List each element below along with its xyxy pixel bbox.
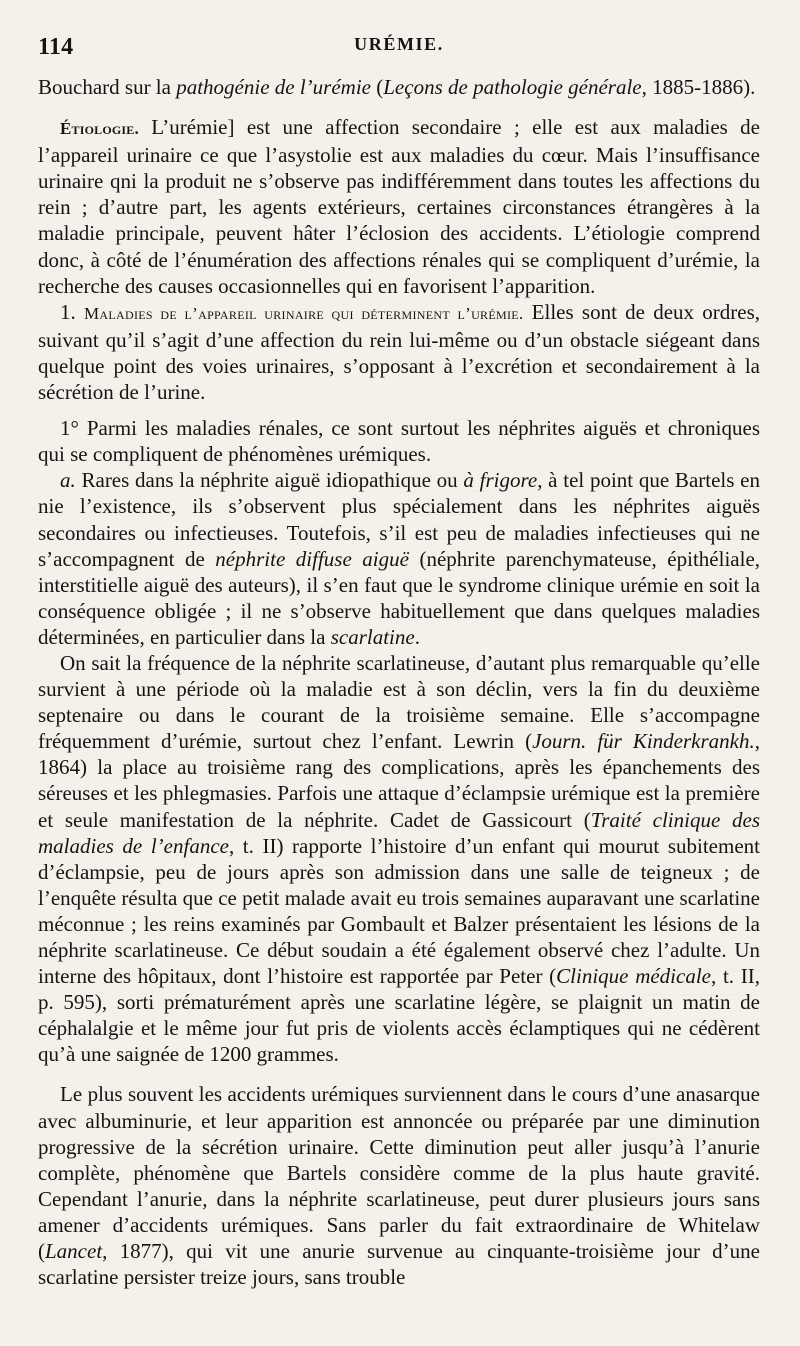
- final-text-1: Le plus souvent les accidents urémiques surviennent dans le cours d’une anasarque avec albuminurie, et leur apparition est annoncée ou préparée par une diminution progressive de la sécrétion urinaire. Cette diminution peut aller jusqu’à l’anurie complète, phénomène que Bartels considère comme de la plus haute gravité. Cependant l’anurie, dans la néphrite scarlatineuse, peut durer plusieurs jours sans amener d’accidents urémiques. Sans parler du fait extraordinaire de Whitelaw (: [38, 1082, 760, 1264]
- scarlatine-text-4: , t. II, p. 595), sorti prématurément après une scarlatine légère, se plaignit un matin de céphalalgie et le même jour fut pris de violents accès éclamptiques qui ne cédèrent qu’à une saignée de 1200 grammes.: [38, 964, 760, 1067]
- scarlatine-text-1: On sait la fréquence de la néphrite scarlatineuse, d’autant plus remarquable qu’elle survient à une période où la maladie est à son déclin, vers la fin du deuxième septenaire ou dans le courant de la troisième semaine. Elle s’accompagne fréquemment d’urémie, surtout chez l’enfant. Lewrin (: [38, 650, 760, 754]
- section-1-heading: Maladies de l’appareil urinaire qui déterminent l’urémie.: [84, 303, 524, 323]
- intro-suffix: , 1885-1886).: [641, 75, 756, 99]
- paragraph-a-italic-1: à frigore: [463, 468, 538, 493]
- paragraph-1-text: 1° Parmi les maladies rénales, ce sont surtout les néphrites aiguës et chroniques qui se compliquent de phénomènes urémiques.: [38, 416, 760, 467]
- running-head: URÉMIE.: [354, 34, 444, 54]
- section-1-text: Elles sont de deux ordres, suivant qu’il s’agit d’une affection du rein lui-même ou d’un obstacle siégeant dans quelque point des voies urinaires, s’opposant à l’excrétion et secondairement à la sécrétion de l’urine.: [38, 299, 761, 405]
- section-1-paragraph: [38, 299, 760, 405]
- paragraph-a-text-2: , à tel point que Bartels en nie l’existence, ils s’observent plus spécialement dans les néphrites aiguës secondaires ou infectieuses. Toutefois, s’il est peu de maladies infectieuses qui ne s’accompagnent de: [38, 468, 760, 571]
- final-italic-1: Lancet: [45, 1239, 103, 1264]
- page-content: [38, 74, 760, 1290]
- page-number: 114: [38, 34, 74, 60]
- paragraph-a-italic-2: néphrite diffuse aiguë: [215, 546, 409, 571]
- paragraph-a-text-3: (néphrite parenchymateuse, épithéliale, interstitielle aiguë des auteurs), il s’en faut que le syndrome clinique urémie en soit la conséquence obligée ; il ne s’observe habituellement que dans quelques maladies déterminées, en particulier dans la: [38, 546, 761, 649]
- page-header: [38, 34, 760, 74]
- intro-prefix: Bouchard sur la: [38, 75, 177, 99]
- paragraph-1: [38, 415, 760, 467]
- scarlatine-text-2: , 1864) la place au troisième rang des complications, après les épanchements des séreuses et les phlegmasies. Parfois une attaque d’éclampsie urémique est la première et seule manifestation de la néphrite. Cadet de Gassicourt (: [38, 729, 760, 832]
- etiology-label: Étiologie.: [60, 119, 139, 139]
- intro-paragraph: [38, 74, 760, 100]
- scarlatine-italic-2: Traité clinique des maladies de l’enfance: [38, 807, 760, 858]
- scarlatine-italic-3: Clinique médicale: [556, 964, 711, 989]
- final-paragraph: [38, 1081, 760, 1290]
- paragraph-a-italic-3: scarlatine: [330, 624, 415, 649]
- paragraph-a-text-4: .: [414, 624, 420, 649]
- paragraph-a-prefix: a.: [60, 468, 76, 493]
- section-1-number: 1.: [60, 299, 76, 324]
- etiology-paragraph: [38, 114, 760, 299]
- scarlatine-italic-1: Journ. für Kinderkrankh.: [532, 729, 755, 754]
- final-text-2: , 1877), qui vit une anurie survenue au cinquante-troisième jour d’une scarlatine persister treize jours, sans trouble: [38, 1239, 760, 1290]
- scarlatine-text-3: , t. II) rapporte l’histoire d’un enfant qui mourut subitement d’éclampsie, peu de jours après son admission dans une salle de teigneux ; de l’enquête résulta que ce petit malade avait eu trois semaines auparavant une scarlatine méconnue ; les reins examinés par Gombault et Balzer présentaient les lésions de la néphrite scarlatineuse. Ce début soudain a été également observé chez l’adulte. Un interne des hôpitaux, dont l’histoire est rapportée par Peter (: [38, 833, 760, 989]
- etiology-text: L’urémie] est une affection secondaire ; elle est aux maladies de l’appareil urinaire ce que l’asystolie est aux maladies du cœur. Mais l’insuffisance urinaire qni la produit ne s’observe pas indifféremment dans toutes les affections du rein ; d’autre part, les agents extérieurs, certaines circonstances étrangères à la maladie principale, peuvent hâter l’éclosion des accidents. L’étiologie comprend donc, à côté de l’énumération des affections rénales qui se compliquent d’urémie, la recherche des causes occasionnelles qui en favorisent l’apparition.: [38, 115, 760, 298]
- intro-italic-1: pathogénie de l’urémie: [176, 75, 371, 99]
- paragraph-a-text-1: Rares dans la néphrite aiguë idiopathique ou: [75, 468, 464, 493]
- paragraph-a: [38, 467, 760, 650]
- scarlatine-paragraph: [38, 650, 760, 1068]
- intro-italic-2: Leçons de pathologie générale: [383, 75, 642, 99]
- intro-middle: (: [371, 75, 384, 99]
